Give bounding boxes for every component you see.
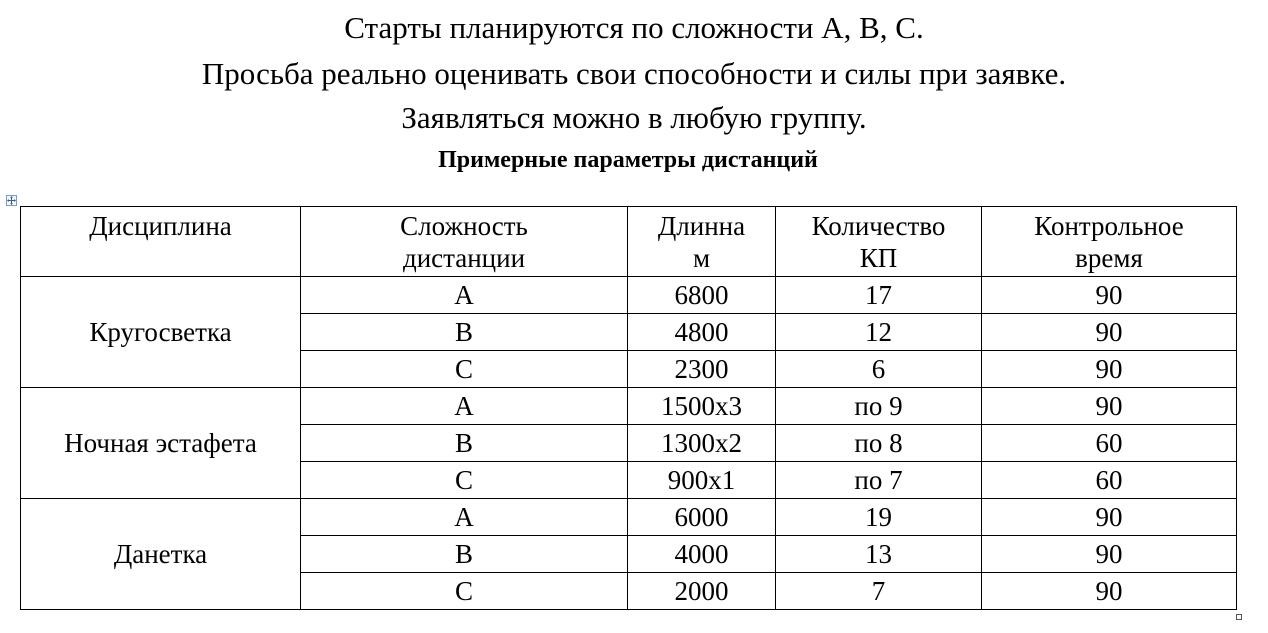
control-time-cell: 60 xyxy=(982,425,1237,462)
control-time-cell: 90 xyxy=(982,351,1237,388)
difficulty-cell: А xyxy=(301,388,628,425)
cp-count-cell: 19 xyxy=(776,499,982,536)
length-cell: 4000 xyxy=(628,536,776,573)
header-cp-count xyxy=(776,207,982,277)
control-time-cell: 90 xyxy=(982,536,1237,573)
control-time-cell: 60 xyxy=(982,462,1237,499)
table-row xyxy=(21,499,1237,536)
header-difficulty xyxy=(301,207,628,277)
length-cell: 900х1 xyxy=(628,462,776,499)
table-resize-handle-icon[interactable] xyxy=(1236,614,1242,620)
length-cell: 4800 xyxy=(628,314,776,351)
difficulty-cell: В xyxy=(301,314,628,351)
header-discipline xyxy=(21,207,301,277)
difficulty-cell: А xyxy=(301,277,628,314)
control-time-cell: 90 xyxy=(982,277,1237,314)
discipline-cell: Данетка xyxy=(21,499,301,610)
intro-line-2: Просьба реально оценивать свои способности и силы при заявке. xyxy=(201,56,1067,91)
header-length-line2: м xyxy=(692,243,711,273)
cp-count-cell: 12 xyxy=(776,314,982,351)
difficulty-cell: С xyxy=(301,573,628,610)
control-time-cell: 90 xyxy=(982,499,1237,536)
difficulty-cell: С xyxy=(301,351,628,388)
header-control-time xyxy=(982,207,1237,277)
header-difficulty-line2: дистанции xyxy=(402,243,526,273)
length-cell: 6800 xyxy=(628,277,776,314)
intro-line-1: Старты планируются по сложности А, В, С. xyxy=(344,10,924,45)
table-header-row xyxy=(21,207,1237,277)
length-cell: 2000 xyxy=(628,573,776,610)
length-cell: 1300х2 xyxy=(628,425,776,462)
cp-count-cell: по 7 xyxy=(776,462,982,499)
cp-count-cell: по 8 xyxy=(776,425,982,462)
table-row xyxy=(21,388,1237,425)
table-row xyxy=(21,277,1237,314)
cp-count-cell: 17 xyxy=(776,277,982,314)
table-title: Примерные параметры дистанций xyxy=(438,147,818,173)
header-cp-count-line1: Количество xyxy=(811,211,946,241)
header-difficulty-line1: Сложность xyxy=(400,211,528,241)
control-time-cell: 90 xyxy=(982,314,1237,351)
header-length-line1: Длинна xyxy=(657,211,746,241)
header-control-time-line1: Контрольное xyxy=(1034,211,1184,241)
header-cp-count-line2: КП xyxy=(859,243,898,273)
difficulty-cell: В xyxy=(301,425,628,462)
header-discipline-text: Дисциплина xyxy=(89,211,232,241)
cp-count-cell: 13 xyxy=(776,536,982,573)
cp-count-cell: по 9 xyxy=(776,388,982,425)
difficulty-cell: С xyxy=(301,462,628,499)
difficulty-cell: А xyxy=(301,499,628,536)
discipline-cell: Ночная эстафета xyxy=(21,388,301,499)
cp-count-cell: 6 xyxy=(776,351,982,388)
control-time-cell: 90 xyxy=(982,573,1237,610)
cp-count-cell: 7 xyxy=(776,573,982,610)
length-cell: 1500х3 xyxy=(628,388,776,425)
header-control-time-line2: время xyxy=(1075,243,1143,273)
difficulty-cell: В xyxy=(301,536,628,573)
control-time-cell: 90 xyxy=(982,388,1237,425)
length-cell: 6000 xyxy=(628,499,776,536)
length-cell: 2300 xyxy=(628,351,776,388)
intro-line-3: Заявляться можно в любую группу. xyxy=(401,100,867,135)
discipline-cell: Кругосветка xyxy=(21,277,301,388)
distance-params-table xyxy=(20,206,1237,610)
header-length xyxy=(628,207,776,277)
table-move-handle-icon[interactable] xyxy=(6,195,17,206)
